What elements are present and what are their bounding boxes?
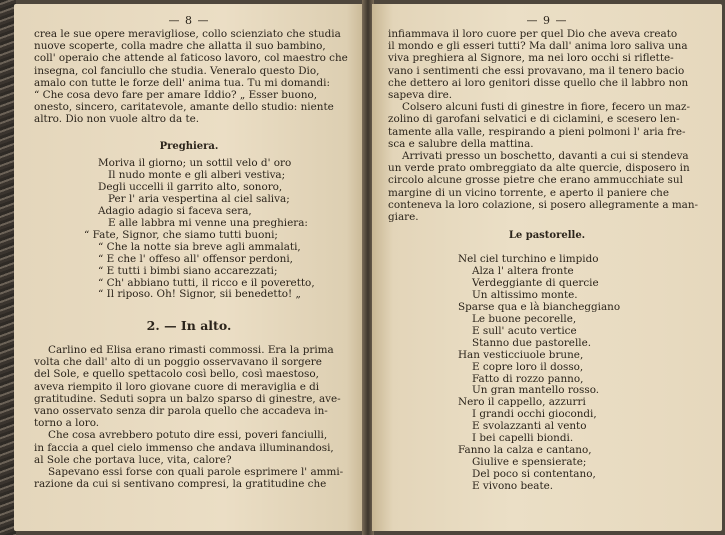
text-line: un verde prato ombreggiato da alte quercie, disposero in	[388, 162, 690, 175]
section-body	[34, 344, 352, 490]
text-line: Colsero alcuni fusti di ginestre in fiore, fecero un maz-	[402, 101, 691, 114]
text-line: coll' operaio che attende al faticoso lavoro, col maestro che	[34, 52, 348, 65]
poem-line: “ E tutti i bimbi siano accarezzati;	[98, 264, 278, 277]
poem-title: Preghiera.	[159, 141, 219, 152]
text-line: in faccia a quel cielo immenso che andava illuminandosi,	[34, 441, 334, 454]
text-line: “ Che cosa devo fare per amare Iddio? „ Esser buono,	[34, 89, 318, 102]
poem-line: E svolazzanti al vento	[472, 420, 587, 433]
left-page	[14, 4, 364, 531]
text-line: gratitudine. Seduti sopra un balzo sparso di ginestre, ave-	[34, 392, 341, 405]
text-line: che dettero ai loro genitori disse quello che il labbro non	[388, 76, 689, 89]
poem-line: “ Ch' abbiano tutti, il ricco e il poveretto,	[98, 276, 315, 289]
text-line: altro. Dio non vuole altro da te.	[34, 113, 200, 126]
page-number-right: — 9 —	[526, 14, 568, 27]
text-line: aveva riempito il loro giovane cuore di meraviglia e di	[34, 380, 320, 393]
text-line: crea le sue opere meravigliose, collo scienziato che studia	[34, 28, 341, 40]
poem-line: Un gran mantello rosso.	[472, 384, 600, 397]
text-line: insegna, col fanciullo che studia. Veneralo questo Dio,	[34, 64, 320, 77]
text-line: al Sole che portava luce, vita, calore?	[34, 453, 232, 466]
text-line: amalo con tutte le forze dell' anima tua. Tu mi domandi:	[34, 76, 330, 89]
text-line: vano osservato senza dir parola quello che accadeva in-	[34, 405, 328, 418]
poem-line: “ Fate, Signor, che siamo tutti buoni;	[84, 228, 278, 241]
text-line: Che cosa avrebbero potuto dire essi, poveri fanciulli,	[48, 429, 328, 442]
text-line: volta che dall' alto di un poggio osservavano il sorgere	[34, 356, 322, 369]
poem-line: Nel ciel turchino e limpido	[458, 253, 599, 265]
poem-line: Alza l' altera fronte	[472, 264, 574, 277]
poem-line: I bei capelli biondi.	[472, 432, 574, 445]
section-title: 2. — In alto.	[146, 318, 232, 333]
text-line: margine di un vicino torrente, e aperto il paniere che	[388, 186, 670, 199]
poem-line: Adagio adagio si faceva sera,	[98, 204, 252, 217]
poem-line: Il nudo monte e gli alberi vestiva;	[108, 168, 286, 181]
page-number-left: — 8 —	[168, 14, 210, 27]
text-line: Arrivati presso un boschetto, davanti a cui si stendeva	[402, 150, 689, 163]
text-line: viva preghiera al Signore, ma nei loro occhi si riflette-	[388, 52, 674, 65]
poem-line: Le buone pecorelle,	[472, 312, 577, 325]
poem-line: E vivono beate.	[472, 480, 554, 493]
text-line: onesto, sincero, caritatevole, amante dello studio: niente	[34, 101, 334, 114]
text-line: conteneva la loro colazione, si posero allegramente a man-	[388, 198, 699, 211]
text-line: torno a loro.	[34, 417, 100, 430]
poem-line: Fanno la calza e cantano,	[458, 444, 592, 457]
text-line: sca e salubre della mattina.	[388, 137, 534, 150]
poem-line: Per l' aria vespertina al ciel saliva;	[108, 192, 290, 205]
poem-line: Degli uccelli il garrito alto, sonoro,	[98, 180, 283, 193]
poem-line: Sparse qua e là biancheggiano	[458, 300, 621, 313]
text-line: Carlino ed Elisa erano rimasti commossi. Era la prima	[48, 344, 334, 356]
poem-line: I grandi occhi giocondi,	[472, 408, 597, 421]
poem-line: “ E che l' offeso all' offensor perdoni,	[98, 252, 293, 265]
text-line: giare.	[388, 211, 419, 224]
poem-line: Fatto di rozzo panno,	[472, 372, 584, 385]
poem-title: Le pastorelle.	[508, 230, 586, 241]
text-line: Sapevano essi forse con quali parole esprimere l' ammi-	[48, 466, 344, 479]
text-line: tamente alla valle, respirando a pieni polmoni l' aria fre-	[388, 125, 686, 138]
text-line: del Sole, e quello spettacolo così bello, così maestoso,	[34, 368, 319, 381]
poem-line: Del poco si contentano,	[472, 468, 596, 481]
poem-line: E sull' acuto vertice	[472, 324, 577, 337]
text-line: circolo alcune grosse pietre che erano ammucchiate sul	[388, 174, 683, 187]
poem-line: Nero il cappello, azzurri	[458, 396, 586, 409]
poem-line: Stanno due pastorelle.	[472, 336, 592, 349]
poem-line: E copre loro il dosso,	[472, 360, 584, 373]
poem-line: “ Che la notte sia breve agli ammalati,	[98, 240, 301, 253]
poem-line: Verdeggiante di quercie	[472, 276, 599, 289]
text-line: zolino di garofani selvatici e di ciclamini, e scesero len-	[388, 113, 680, 126]
poem	[458, 254, 620, 493]
poem-line: Han vesticciuole brune,	[458, 348, 584, 361]
poem-line: Giulive e spensierate;	[472, 456, 587, 469]
right-page	[372, 4, 722, 531]
text-line: razione da cui si sentivano compresi, la gratitudine che	[34, 478, 327, 491]
text-line: vano i sentimenti che essi provavano, ma il tenero bacio	[388, 64, 685, 77]
poem	[84, 157, 315, 301]
top-paragraphs	[388, 28, 708, 223]
text-line: il mondo e gli esseri tutti? Ma dall' anima loro saliva una	[388, 40, 688, 53]
poem-line: Moriva il giorno; un sottil velo d' oro	[98, 157, 292, 169]
poem-line: “ Il riposo. Oh! Signor, sii benedetto! „	[98, 288, 301, 301]
text-line: nuove scoperte, colla madre che allatta il suo bambino,	[34, 40, 326, 53]
text-line: sapeva dire.	[388, 89, 453, 102]
poem-line: E alle labbra mi venne una preghiera:	[108, 216, 308, 229]
text-line: infiammava il loro cuore per quel Dio che aveva creato	[388, 28, 678, 40]
poem-line: Un altissimo monte.	[472, 288, 578, 301]
top-paragraph	[34, 28, 352, 126]
